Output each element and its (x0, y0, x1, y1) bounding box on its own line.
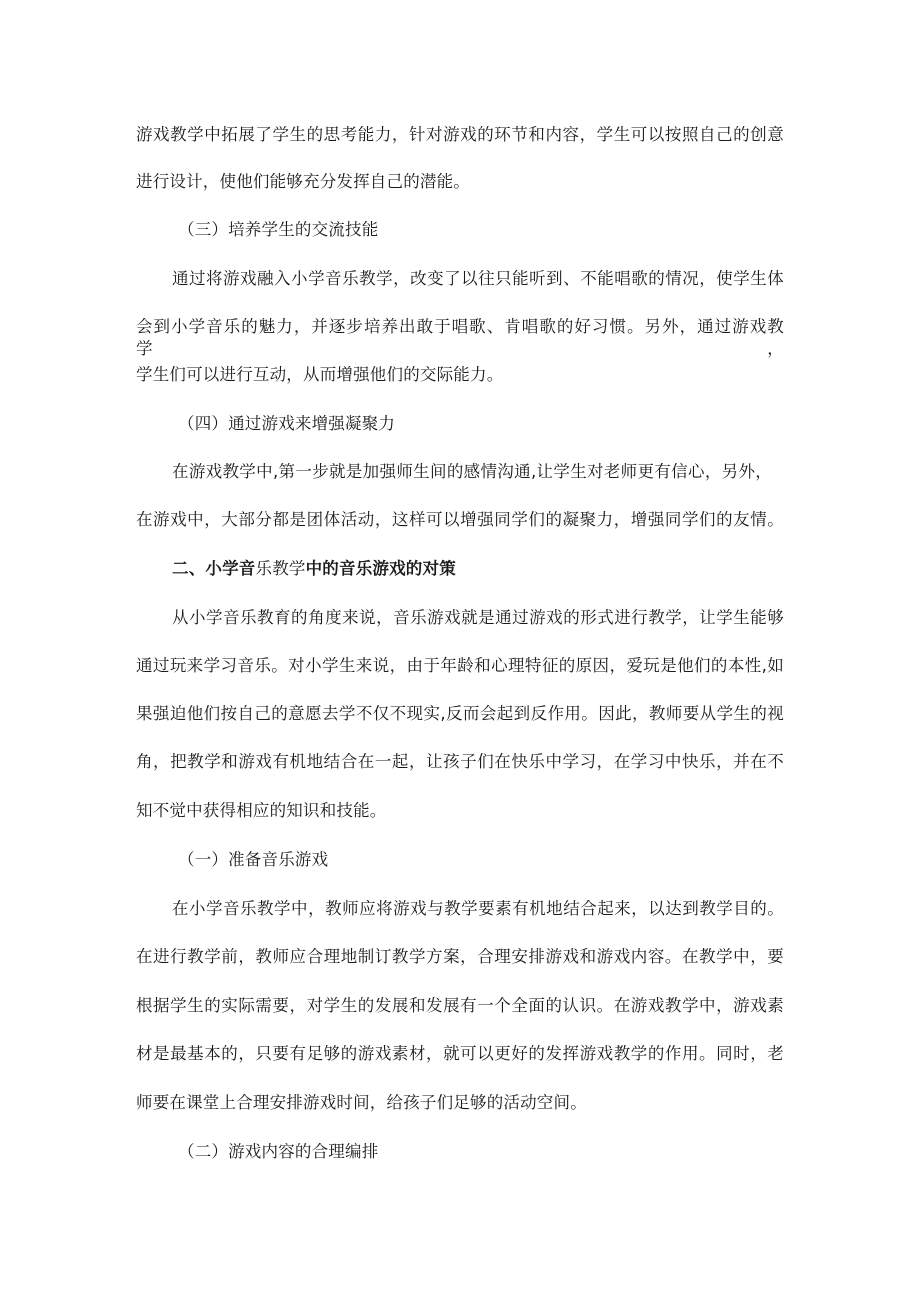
paragraph-line: 会到小学音乐的魅力，并逐步培养出敢于唱歌、肯唱歌的好习惯。另外，通过游戏教学， (136, 317, 784, 358)
section-heading (172, 558, 456, 580)
paragraph-line: 在进行教学前，教师应合理地制订教学方案，合理安排游戏和游戏内容。在教学中，要 (136, 947, 784, 966)
section-heading-part: 乐教学 (255, 559, 306, 578)
paragraph-line: 在游戏教学中,第一步就是加强师生间的感情沟通,让学生对老师更有信心，另外， (172, 462, 772, 481)
section-heading-part: 二、小学音 (172, 559, 256, 578)
subheading-two: （二）游戏内容的合理编排 (178, 1142, 379, 1161)
subheading-four: （四）通过游戏来增强凝聚力 (178, 414, 396, 433)
paragraph-line: 学生们可以进行互动，从而增强他们的交际能力。 (136, 365, 504, 384)
paragraph-line: 果强迫他们按自己的意愿去学不仅不现实,反而会起到反作用。因此，教师要从学生的视 (136, 704, 784, 723)
paragraph-line: 通过将游戏融入小学音乐教学，改变了以往只能听到、不能唱歌的情况，使学生体 (172, 269, 784, 288)
paragraph-line: 通过玩来学习音乐。对小学生来说，由于年龄和心理特征的原因，爱玩是他们的本性,如 (136, 656, 784, 675)
paragraph-line: 角，把教学和游戏有机地结合在一起，让孩子们在快乐中学习，在学习中快乐，并在不 (136, 752, 784, 771)
paragraph-line: 师要在课堂上合理安排游戏时间，给孩子们足够的活动空间。 (136, 1093, 587, 1112)
paragraph-line: 在游戏中，大部分都是团体活动，这样可以增强同学们的凝聚力，增强同学们的友情。 (136, 510, 784, 529)
paragraph-line: 进行设计，使他们能够充分发挥自己的潜能。 (136, 172, 470, 191)
subheading-one: （一）准备音乐游戏 (178, 850, 329, 869)
paragraph-line: 游戏教学中拓展了学生的思考能力，针对游戏的环节和内容，学生可以按照自己的创意 (136, 125, 784, 144)
paragraph-line: 根据学生的实际需要，对学生的发展和发展有一个全面的认识。在游戏教学中，游戏素 (136, 996, 784, 1015)
paragraph-line: 知不觉中获得相应的知识和技能。 (136, 801, 387, 820)
paragraph-line: 在小学音乐教学中，教师应将游戏与教学要素有机地结合起来，以达到教学目的。 (172, 899, 784, 918)
section-heading-part: 中的音乐游戏的对策 (305, 559, 456, 578)
paragraph-line: 从小学音乐教育的角度来说，音乐游戏就是通过游戏的形式进行教学，让学生能够 (172, 608, 784, 627)
paragraph-line: 材是最基本的，只要有足够的游戏素材，就可以更好的发挥游戏教学的作用。同时，老 (136, 1044, 784, 1063)
subheading-three: （三）培养学生的交流技能 (178, 220, 379, 239)
